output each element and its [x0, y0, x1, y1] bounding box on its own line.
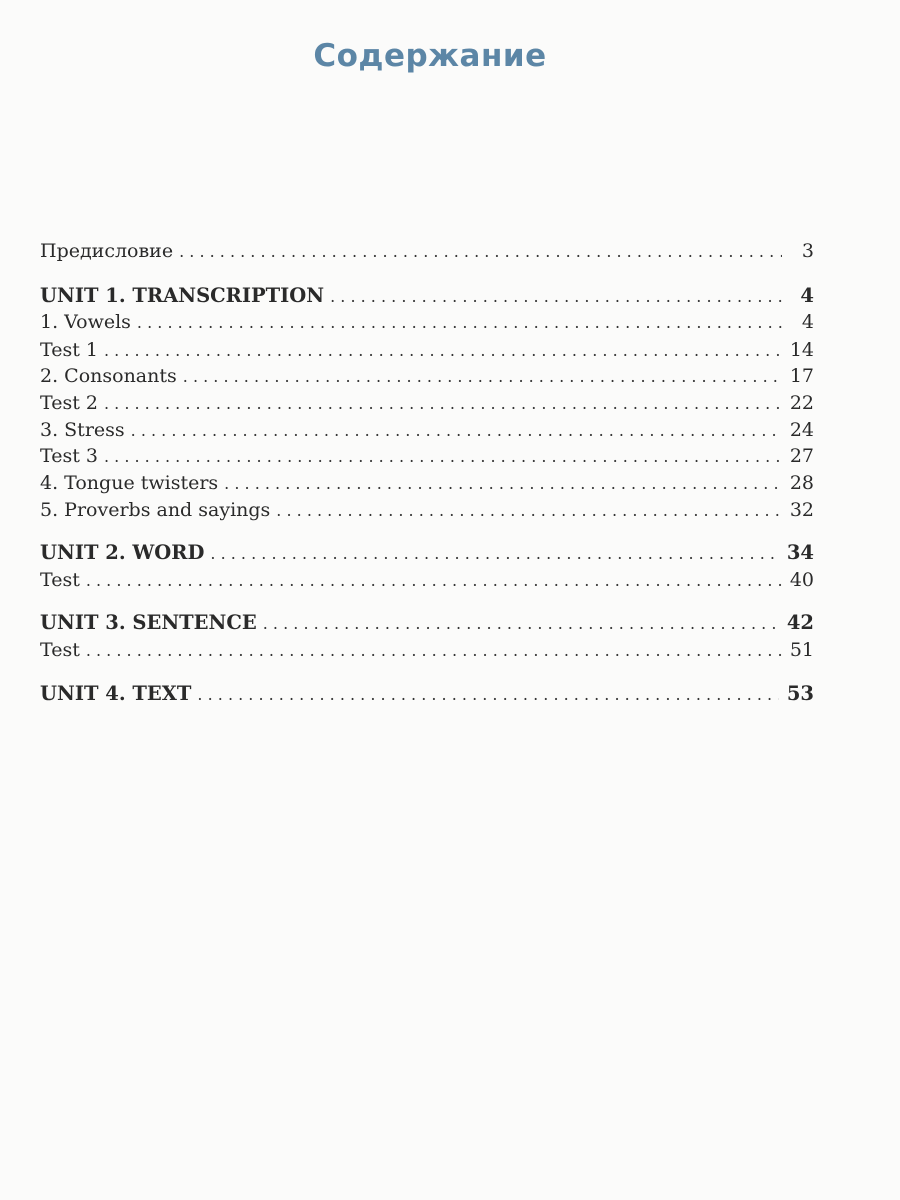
toc-entry-page: 3	[801, 240, 814, 262]
dot-leader	[104, 391, 782, 417]
toc-entry-label: Предисловие	[40, 240, 174, 262]
toc-entry-label: Test 3	[40, 445, 98, 467]
dot-leader	[179, 239, 782, 265]
toc-entry-page: 27	[789, 445, 814, 467]
toc-entry-stress[interactable]	[40, 417, 814, 443]
dot-leader	[86, 568, 782, 594]
toc-entry-label: 4. Tongue twisters	[40, 472, 219, 494]
toc-entry-label: Test 1	[40, 339, 98, 361]
toc-entry-unit-3[interactable]	[40, 610, 814, 636]
toc-entry-label: 5. Proverbs and sayings	[40, 499, 271, 521]
toc-entry-unit-3-test[interactable]	[40, 637, 814, 663]
toc-entry-preface[interactable]	[40, 238, 814, 264]
toc-entry-label: Test	[40, 639, 80, 661]
toc-entry-page: 40	[789, 569, 814, 591]
toc-entry-page: 4	[800, 284, 814, 307]
dot-leader	[276, 498, 782, 524]
toc-entry-label: UNIT 3. SENTENCE	[40, 611, 257, 634]
toc-entry-page: 34	[786, 541, 814, 564]
dot-leader	[210, 541, 778, 567]
dot-leader	[137, 310, 782, 336]
toc-entry-proverbs[interactable]	[40, 497, 814, 523]
toc-entry-test-2[interactable]	[40, 390, 814, 416]
dot-leader	[104, 444, 782, 470]
dot-leader	[183, 364, 782, 390]
dot-leader	[330, 284, 782, 310]
toc-entry-page: 53	[786, 682, 814, 705]
toc-entry-label: 1. Vowels	[40, 311, 131, 333]
toc-entry-page: 28	[789, 472, 814, 494]
toc-entry-label: UNIT 4. TEXT	[40, 682, 192, 705]
dot-leader	[131, 418, 782, 444]
toc-entry-label: 3. Stress	[40, 419, 125, 441]
toc-entry-unit-4[interactable]	[40, 681, 814, 707]
page-title: Содержание	[313, 38, 547, 74]
dot-leader	[224, 471, 782, 497]
toc-entry-page: 4	[801, 311, 814, 333]
toc-entry-consonants[interactable]	[40, 363, 814, 389]
toc-entry-vowels[interactable]	[40, 309, 814, 335]
dot-leader	[104, 338, 782, 364]
toc-entry-page: 51	[789, 639, 814, 661]
dot-leader	[86, 638, 782, 664]
toc-entry-test-3[interactable]	[40, 443, 814, 469]
toc-entry-page: 14	[789, 339, 814, 361]
toc-entry-label: 2. Consonants	[40, 365, 177, 387]
toc-entry-page: 17	[789, 365, 814, 387]
dot-leader	[197, 682, 778, 708]
toc-entry-tongue-twisters[interactable]	[40, 470, 814, 496]
toc-entry-page: 24	[789, 419, 814, 441]
dot-leader	[263, 611, 779, 637]
toc-entry-label: Test 2	[40, 392, 98, 414]
toc-entry-page: 22	[789, 392, 814, 414]
toc-entry-unit-2-test[interactable]	[40, 567, 814, 593]
toc-entry-label: Test	[40, 569, 80, 591]
toc-entry-page: 32	[789, 499, 814, 521]
toc-entry-unit-1[interactable]	[40, 283, 814, 309]
toc-entry-label: UNIT 1. TRANSCRIPTION	[40, 284, 325, 307]
toc-entry-test-1[interactable]	[40, 337, 814, 363]
toc-entry-page: 42	[786, 611, 814, 634]
toc-entry-unit-2[interactable]	[40, 540, 814, 566]
toc-entry-label: UNIT 2. WORD	[40, 541, 205, 564]
